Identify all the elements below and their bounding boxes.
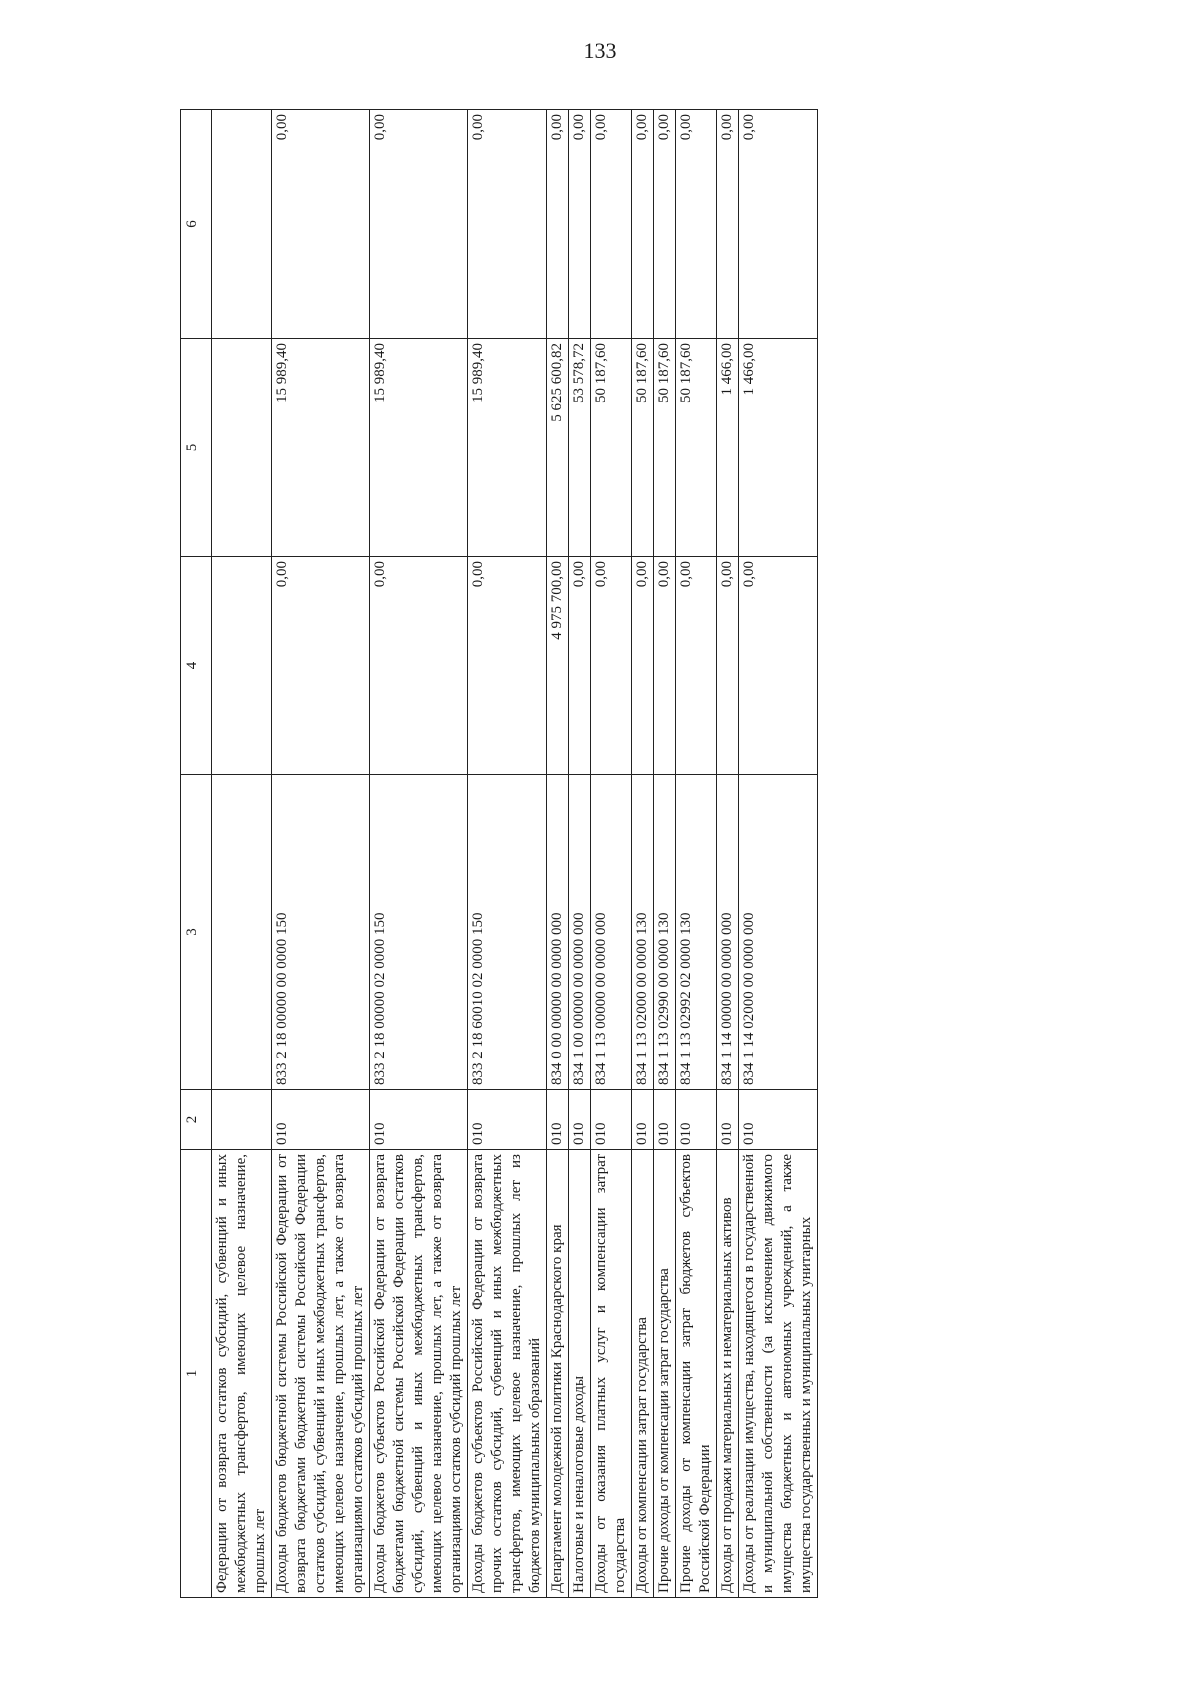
column-header: 1 — [181, 1150, 212, 1598]
table-row — [632, 110, 654, 1598]
table-row — [654, 110, 676, 1598]
row-col4-cell: 0,00 — [591, 557, 632, 775]
row-kbk-cell: 834 1 14 02000 00 0000 000 — [739, 775, 818, 1090]
row-col5-cell: 50 187,60 — [632, 339, 654, 557]
row-col5-cell: 50 187,60 — [676, 339, 717, 557]
row-kbk-cell: 834 1 13 02000 00 0000 130 — [632, 775, 654, 1090]
row-col4-cell: 0,00 — [739, 557, 818, 775]
row-code-cell: 010 — [569, 1090, 591, 1150]
row-code-cell — [212, 1090, 272, 1150]
row-col6-cell: 0,00 — [272, 110, 370, 339]
row-code-cell: 010 — [468, 1090, 547, 1150]
row-col6-cell — [212, 110, 272, 339]
row-col6-cell: 0,00 — [547, 110, 569, 339]
row-col4-cell: 0,00 — [370, 557, 468, 775]
row-kbk-cell: 834 1 14 00000 00 0000 000 — [717, 775, 739, 1090]
row-kbk-cell: 833 2 18 60010 02 0000 150 — [468, 775, 547, 1090]
row-col4-cell: 4 975 700,00 — [547, 557, 569, 775]
row-col6-cell: 0,00 — [591, 110, 632, 339]
table-row — [272, 110, 370, 1598]
row-name-cell: Прочие доходы от компенсации затрат бюджетов субъектов Российской Федерации — [676, 1150, 717, 1598]
page-number: 133 — [583, 38, 617, 63]
row-kbk-cell: 833 2 18 00000 02 0000 150 — [370, 775, 468, 1090]
row-col4-cell: 0,00 — [272, 557, 370, 775]
table-row — [717, 110, 739, 1598]
row-col4-cell: 0,00 — [717, 557, 739, 775]
row-col5-cell: 50 187,60 — [654, 339, 676, 557]
row-kbk-cell: 834 1 13 02990 00 0000 130 — [654, 775, 676, 1090]
row-col6-cell: 0,00 — [654, 110, 676, 339]
rotated-table-frame — [180, 110, 1085, 1598]
table-row — [591, 110, 632, 1598]
row-col5-cell — [212, 339, 272, 557]
table-row — [370, 110, 468, 1598]
row-col6-cell: 0,00 — [569, 110, 591, 339]
row-col5-cell: 53 578,72 — [569, 339, 591, 557]
row-col6-cell: 0,00 — [676, 110, 717, 339]
row-col6-cell: 0,00 — [717, 110, 739, 339]
row-name-cell: Доходы от продажи материальных и нематериальных активов — [717, 1150, 739, 1598]
table-row — [547, 110, 569, 1598]
row-code-cell: 010 — [272, 1090, 370, 1150]
row-col5-cell: 15 989,40 — [370, 339, 468, 557]
row-code-cell: 010 — [717, 1090, 739, 1150]
table-row — [468, 110, 547, 1598]
row-name-cell: Доходы от оказания платных услуг и компенсации затрат государства — [591, 1150, 632, 1598]
table-row — [739, 110, 818, 1598]
row-col5-cell: 5 625 600,82 — [547, 339, 569, 557]
row-code-cell: 010 — [654, 1090, 676, 1150]
row-col6-cell: 0,00 — [468, 110, 547, 339]
table-row — [676, 110, 717, 1598]
row-col4-cell: 0,00 — [468, 557, 547, 775]
row-col4-cell: 0,00 — [569, 557, 591, 775]
table-row — [569, 110, 591, 1598]
column-header: 2 — [181, 1090, 212, 1150]
row-code-cell: 010 — [739, 1090, 818, 1150]
budget-table — [180, 109, 818, 1598]
table-row — [212, 110, 272, 1598]
column-header: 3 — [181, 775, 212, 1090]
row-kbk-cell — [212, 775, 272, 1090]
row-col5-cell: 1 466,00 — [717, 339, 739, 557]
row-code-cell: 010 — [632, 1090, 654, 1150]
row-name-cell: Прочие доходы от компенсации затрат государства — [654, 1150, 676, 1598]
row-name-cell: Доходы от реализации имущества, находящегося в государственной и муниципальной собственности (за исключением движимого имущества бюджетных и автономных учреждений, а также имущества государственных и муниципальных унитарных — [739, 1150, 818, 1598]
row-col5-cell: 50 187,60 — [591, 339, 632, 557]
row-col4-cell — [212, 557, 272, 775]
row-name-cell: Федерации от возврата остатков субсидий, субвенций и иных межбюджетных трансфертов, имеющих целевое назначение, прошлых лет — [212, 1150, 272, 1598]
row-name-cell: Доходы бюджетов субъектов Российской Федерации от возврата прочих остатков субсидий, субвенций и иных межбюджетных трансфертов, имеющих целевое назначение, прошлых лет из бюджетов муниципальных образований — [468, 1150, 547, 1598]
row-col5-cell: 15 989,40 — [468, 339, 547, 557]
row-name-cell: Доходы бюджетов бюджетной системы Российской Федерации от возврата бюджетами бюджетной системы Российской Федерации остатков субсидий, субвенций и иных межбюджетных трансфертов, имеющих целевое назначение, прошлых лет, а также от возврата организациями остатков субсидий прошлых лет — [272, 1150, 370, 1598]
row-code-cell: 010 — [676, 1090, 717, 1150]
row-name-cell: Доходы от компенсации затрат государства — [632, 1150, 654, 1598]
row-col6-cell: 0,00 — [632, 110, 654, 339]
row-col6-cell: 0,00 — [370, 110, 468, 339]
row-kbk-cell: 834 1 13 02992 02 0000 130 — [676, 775, 717, 1090]
column-header: 5 — [181, 339, 212, 557]
column-header: 4 — [181, 557, 212, 775]
row-col5-cell: 1 466,00 — [739, 339, 818, 557]
row-name-cell: Департамент молодежной политики Краснодарского края — [547, 1150, 569, 1598]
row-name-cell: Доходы бюджетов субъектов Российской Федерации от возврата бюджетами бюджетной системы Российской Федерации остатков субсидий, субвенций и иных межбюджетных трансфертов, имеющих целевое назначение, прошлых лет, а также от возврата организациями остатков субсидий прошлых лет — [370, 1150, 468, 1598]
row-kbk-cell: 834 0 00 00000 00 0000 000 — [547, 775, 569, 1090]
row-kbk-cell: 834 1 00 00000 00 0000 000 — [569, 775, 591, 1090]
row-col4-cell: 0,00 — [676, 557, 717, 775]
row-name-cell: Налоговые и неналоговые доходы — [569, 1150, 591, 1598]
header-row — [181, 110, 212, 1598]
row-kbk-cell: 833 2 18 00000 00 0000 150 — [272, 775, 370, 1090]
column-header: 6 — [181, 110, 212, 339]
row-col4-cell: 0,00 — [654, 557, 676, 775]
row-code-cell: 010 — [591, 1090, 632, 1150]
row-col6-cell: 0,00 — [739, 110, 818, 339]
row-kbk-cell: 834 1 13 00000 00 0000 000 — [591, 775, 632, 1090]
row-col5-cell: 15 989,40 — [272, 339, 370, 557]
row-col4-cell: 0,00 — [632, 557, 654, 775]
row-code-cell: 010 — [370, 1090, 468, 1150]
row-code-cell: 010 — [547, 1090, 569, 1150]
